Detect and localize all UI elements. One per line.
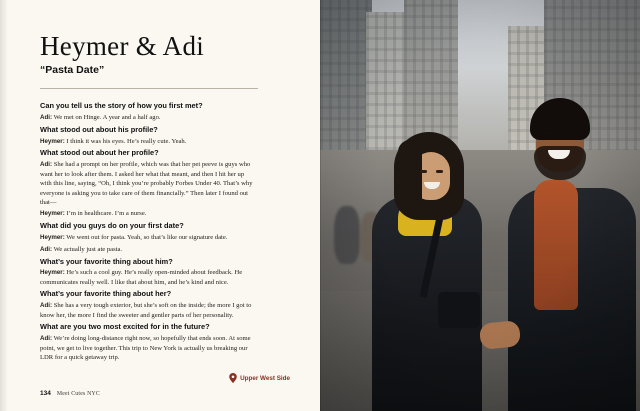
spread-gutter (320, 0, 321, 411)
page-footer (40, 390, 100, 397)
book-title-footer: Meet Cutes NYC (56, 391, 100, 397)
answer-body: We’re doing long-distance right now, so hopefully that ends soon. At some point, we get to live together. This trip to New York is actually us breaking our LDR for a quick getaway trip. (40, 335, 251, 362)
folio-number: 134 (40, 390, 51, 397)
answer-text (40, 113, 254, 123)
question-text: What did you guys do on your first date? (40, 221, 184, 231)
qa-block (40, 148, 254, 219)
woman-eye-right (436, 170, 443, 173)
answer-body: She has a very tough exterior, but she’s soft on the inside; the more I got to know her, the more I find the sweeter and gentler parts of her personality. (40, 302, 252, 320)
man-eye-left (544, 132, 552, 135)
qa-block (40, 322, 254, 362)
location-label: Upper West Side (240, 374, 290, 382)
answer-speaker: Heymer: (40, 233, 65, 241)
man-scarf (534, 180, 578, 310)
answer-body: I think it was his eyes. He’s really cute. Yeah. (66, 137, 187, 145)
answer-speaker: Adi: (40, 335, 53, 343)
answer-text (40, 245, 254, 255)
couple-photo (320, 0, 640, 411)
page-title: Heymer & Adi (40, 31, 205, 61)
background-pedestrian (334, 206, 360, 264)
answer-body: He’s such a cool guy. He’s really open-minded about feedback. He communicates really well. I like that about him, and he’s kind and nice. (40, 269, 243, 287)
window-grid (404, 0, 458, 150)
answer-body: We met on Hinge. A year and a half ago. (53, 114, 161, 122)
question-text: What stood out about her profile? (40, 148, 159, 158)
map-pin-icon (229, 373, 237, 383)
qa-block (40, 257, 254, 288)
location-tag (229, 373, 290, 383)
answer-speaker: Adi: (40, 245, 53, 253)
answer-body: She had a prompt on her profile, which was that her pet peeve is guys who want her to look after them. I asked her what that meant, and then I hit her up with this line, saying, “Oh, I think you’re probably Forbes Under 40. That’s why everyone is asking you to take care of them financially.” Then later I found out that— (40, 161, 253, 207)
woman-hair-front (398, 140, 422, 210)
woman-eye-left (420, 170, 427, 173)
question-text: What stood out about his profile? (40, 124, 158, 134)
qa-block (40, 101, 254, 123)
answer-text (40, 233, 254, 243)
question-text: What are you two most excited for in the future? (40, 322, 210, 332)
page-edge-shadow (0, 0, 8, 411)
answer-speaker: Heymer: (40, 210, 65, 218)
answer-text (40, 334, 254, 363)
answer-body: We went out for pasta. Yeah, so that’s like our signature date. (66, 233, 228, 241)
man-eye-right (564, 132, 572, 135)
handbag (438, 292, 480, 328)
question-text: What’s your favorite thing about her? (40, 289, 172, 299)
answer-speaker: Adi: (40, 302, 53, 310)
question-text: What’s your favorite thing about him? (40, 256, 173, 266)
answer-text (40, 160, 254, 207)
answer-speaker: Adi: (40, 114, 53, 122)
answer-body: I’m in healthcare. I’m a nurse. (66, 210, 147, 218)
qa-block (40, 125, 254, 147)
qa-block (40, 289, 254, 320)
answer-text (40, 209, 254, 219)
answer-text (40, 137, 254, 147)
answer-speaker: Adi: (40, 161, 53, 169)
answer-body: We actually just ate pasta. (53, 245, 123, 253)
interview-body (40, 101, 254, 362)
qa-block (40, 221, 254, 254)
answer-text (40, 268, 254, 287)
answer-text (40, 301, 254, 320)
title-divider (40, 88, 258, 89)
building (404, 0, 458, 150)
right-page (320, 0, 640, 411)
page-subtitle: “Pasta Date” (40, 64, 105, 77)
answer-speaker: Heymer: (40, 269, 65, 277)
question-text: Can you tell us the story of how you first met? (40, 101, 203, 111)
answer-speaker: Heymer: (40, 137, 65, 145)
